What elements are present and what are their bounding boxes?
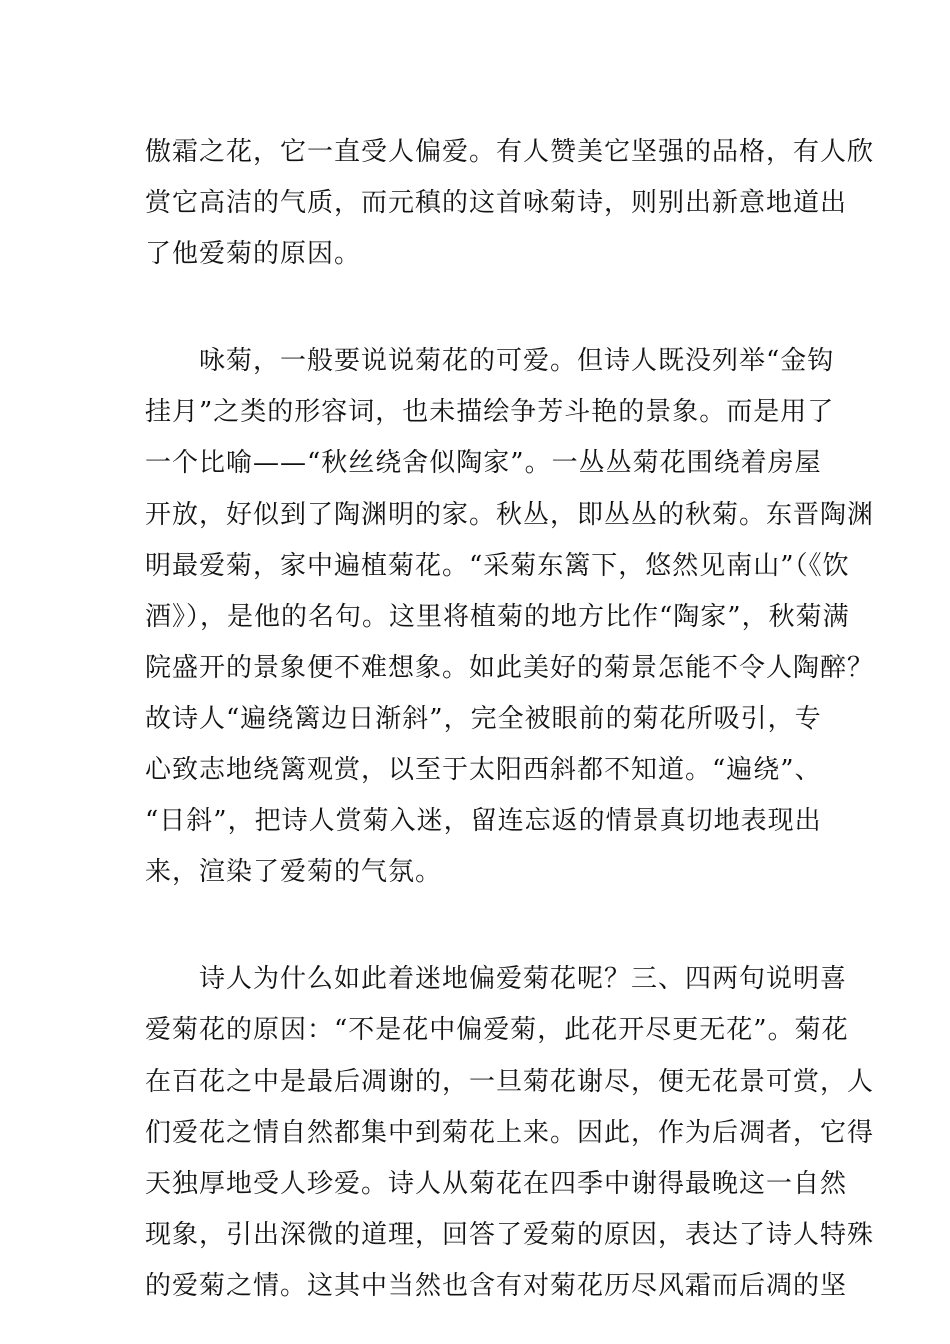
text-line: 明最爱菊，家中遍植菊花。“采菊东篱下，悠然见南山”（《饮: [145, 550, 850, 581]
text-line: 一个比喻——“秋丝绕舍似陶家”。一丛丛菊花围绕着房屋: [145, 448, 822, 479]
text-line: 来，渲染了爱菊的气氛。: [145, 857, 443, 888]
text-line: 开放，好似到了陶渊明的家。秋丛，即丛丛的秋菊。东晋陶渊: [145, 499, 875, 530]
document-body: [145, 127, 875, 1312]
text-line: 故诗人“遍绕篱边日渐斜”，完全被眼前的菊花所吸引，专: [145, 703, 822, 734]
text-line: 心致志地绕篱观赏，以至于太阳西斜都不知道。“遍绕”、: [145, 755, 822, 786]
paragraph-2: [145, 336, 875, 898]
text-line: “日斜”，把诗人赏菊入迷，留连忘返的情景真切地表现出: [145, 806, 822, 837]
text-line: 们爱花之情自然都集中到菊花上来。因此，作为后凋者，它得: [145, 1117, 875, 1148]
text-line: 酒》），是他的名句。这里将植菊的地方比作“陶家”，秋菊满: [145, 601, 850, 632]
text-line: 傲霜之花，它一直受人偏爱。有人赞美它坚强的品格，有人欣: [145, 137, 875, 167]
text-line: 院盛开的景象便不难想象。如此美好的菊景怎能不令人陶醉？: [145, 652, 875, 683]
text-line: 天独厚地受人珍爱。诗人从菊花在四季中谢得最晚这一自然: [145, 1168, 848, 1199]
text-line: 爱菊花的原因：“不是花中偏爱菊，此花开尽更无花”。菊花: [145, 1015, 849, 1046]
paragraph-3: [145, 954, 875, 1312]
text-line: 在百花之中是最后凋谢的，一旦菊花谢尽，便无花景可赏，人: [145, 1066, 875, 1097]
text-line: 赏它高洁的气质，而元稹的这首咏菊诗，则别出新意地道出: [145, 188, 848, 219]
text-line: 的爱菊之情。这其中当然也含有对菊花历尽风霜而后凋的坚: [145, 1270, 848, 1301]
text-line: 挂月”之类的形容词，也未描绘争芳斗艳的景象。而是用了: [145, 397, 835, 428]
text-line: 现象，引出深微的道理，回答了爱菊的原因，表达了诗人特殊: [145, 1219, 875, 1250]
text-line: 了他爱菊的原因。: [145, 239, 362, 270]
text-line: 咏菊，一般要说说菊花的可爱。但诗人既没列举“金钩: [199, 346, 835, 377]
paragraph-gap: [145, 898, 810, 954]
paragraph-gap: [145, 280, 810, 336]
paragraph-1: [145, 127, 875, 280]
text-line: 诗人为什么如此着迷地偏爱菊花呢？三、四两句说明喜: [199, 964, 848, 995]
